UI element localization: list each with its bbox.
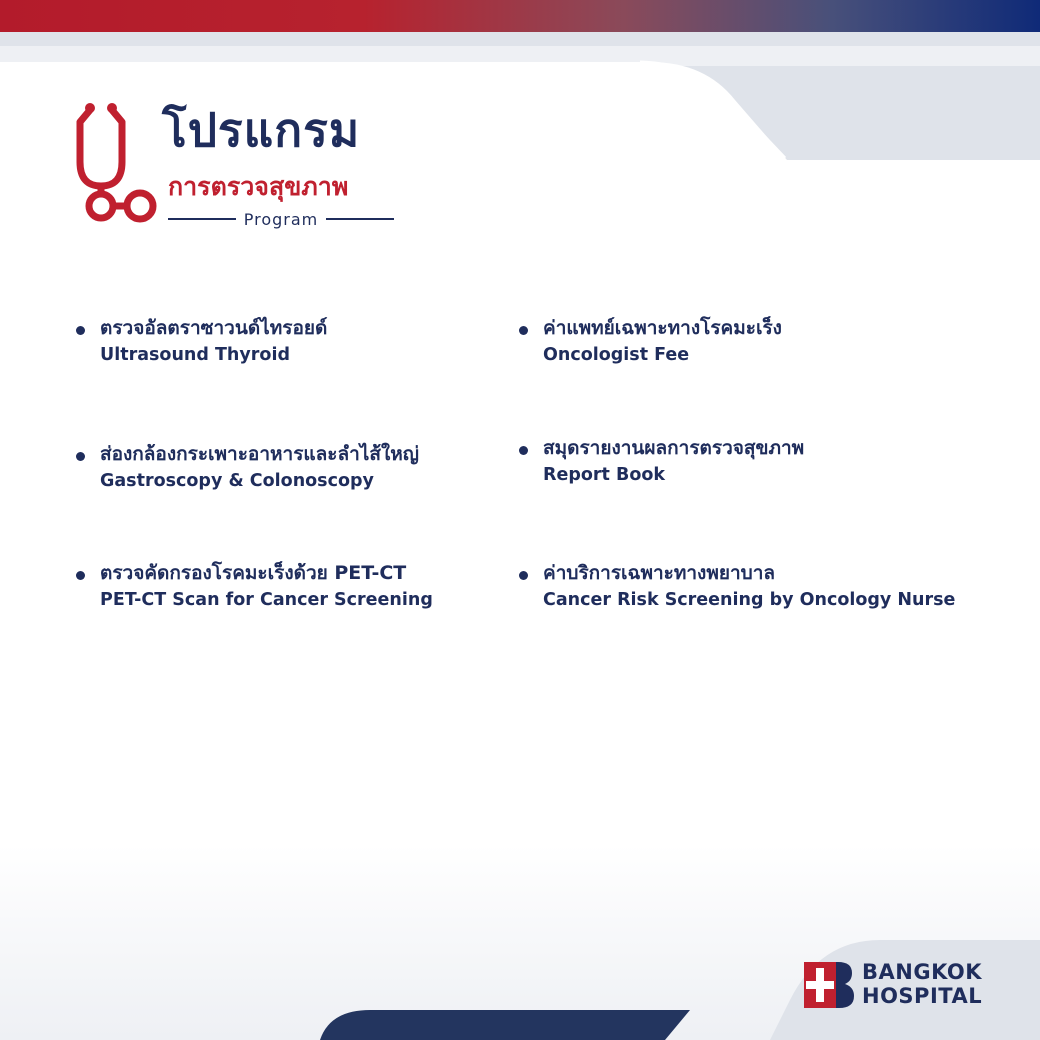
logo-line-2: HOSPITAL [862, 984, 983, 1008]
item-thai-label: ค่าแพทย์เฉพาะทางโรคมะเร็ง [543, 317, 782, 339]
item-english-label: Report Book [543, 465, 666, 485]
bullet-icon [76, 452, 85, 461]
bullet-icon [519, 326, 528, 335]
bullet-icon [519, 446, 528, 455]
bullet-icon [76, 571, 85, 580]
bullet-icon [76, 326, 85, 335]
bullet-icon [519, 571, 528, 580]
item-english-label: Oncologist Fee [543, 345, 690, 365]
item-thai-label: ส่องกล้องกระเพาะอาหารและลำไส้ใหญ่ [100, 443, 419, 465]
program-word: Program [243, 209, 319, 229]
bangkok-hospital-cross-icon [804, 962, 854, 1008]
item-thai-label: ตรวจอัลตราซาวนด์ไทรอยด์ [100, 317, 328, 339]
program-title: โปรแกรม [162, 103, 361, 157]
item-english-label: Gastroscopy & Colonoscopy [100, 471, 374, 491]
item-english-label: Ultrasound Thyroid [100, 345, 290, 365]
item-english-label: PET-CT Scan for Cancer Screening [100, 590, 433, 610]
logo-line-1: BANGKOK [862, 960, 983, 984]
divider-line-left [168, 218, 236, 220]
item-english-label: Cancer Risk Screening by Oncology Nurse [543, 590, 956, 610]
stethoscope-icon [76, 100, 162, 230]
logo-wordmark [862, 960, 982, 1008]
divider-line-right [326, 218, 394, 220]
bangkok-hospital-logo [804, 960, 1010, 1010]
top-gradient-bar [0, 0, 1040, 32]
program-subtitle: การตรวจสุขภาพ [168, 172, 349, 201]
program-label-row [168, 208, 394, 230]
item-thai-label: ค่าบริการเฉพาะทางพยาบาล [543, 562, 776, 584]
program-header [76, 100, 416, 240]
item-thai-label: ตรวจคัดกรองโรคมะเร็งด้วย PET-CT [100, 562, 407, 584]
item-thai-label: สมุดรายงานผลการตรวจสุขภาพ [543, 437, 805, 459]
